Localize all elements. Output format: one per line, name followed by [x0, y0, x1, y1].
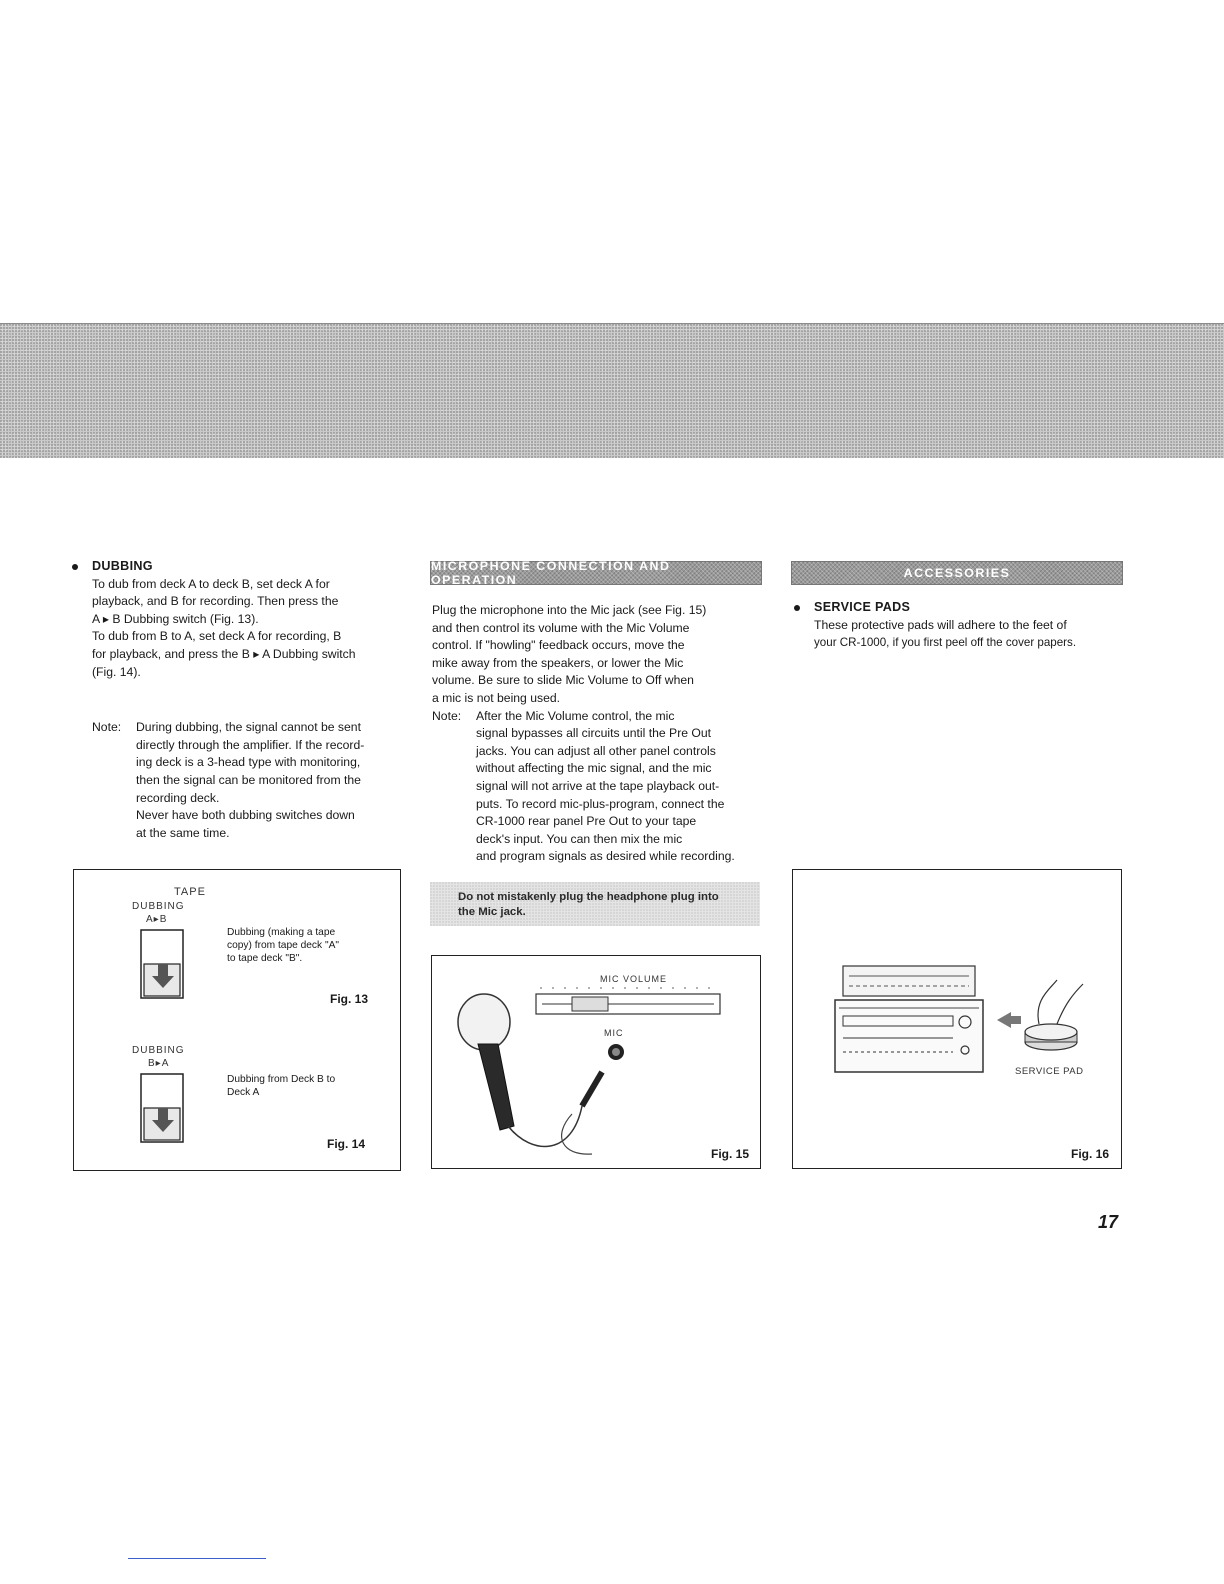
dubbing-label: DUBBING: [132, 901, 185, 912]
mic-volume-label: MIC VOLUME: [600, 974, 668, 984]
service-pad-label: SERVICE PAD: [1015, 1066, 1084, 1077]
dubbing-line: for playback, and press the B ▸ A Dubbing switch: [92, 646, 356, 661]
mic-line: Plug the microphone into the Mic jack (see Fig. 15): [432, 603, 707, 617]
fig-13-caption: Dubbing (making a tape copy) from tape deck "A" to tape deck "B".: [227, 927, 339, 964]
fig-15-label: Fig. 15: [711, 1147, 750, 1161]
note-label: Note:: [432, 708, 462, 723]
dubbing-note: [92, 719, 404, 842]
bullet-icon: [72, 564, 78, 570]
microphone-icon: [452, 986, 702, 1168]
dubbing-switch-b-a-icon: [138, 1072, 188, 1146]
accessories-line: your CR-1000, if you first peel off the cover papers.: [814, 636, 1077, 650]
fig-13-14-box: [73, 869, 401, 1171]
mic-line: and then control its volume with the Mic Volume: [432, 620, 690, 635]
accessories-section-title: ACCESSORIES: [791, 561, 1123, 585]
ba-label: B▸A: [148, 1058, 170, 1069]
note-line: puts. To record mic-plus-program, connect the: [476, 796, 725, 811]
note-line: ing deck is a 3-head type with monitoring,: [136, 755, 361, 770]
dubbing-line: To dub from deck A to deck B, set deck A for: [92, 576, 330, 591]
mic-line: mike away from the speakers, or lower the Mic: [432, 655, 684, 670]
fig-13-label: Fig. 13: [330, 992, 369, 1006]
dubbing-line: (Fig. 14).: [92, 664, 141, 679]
bullet-icon: [794, 605, 800, 611]
fig-15-box: [431, 955, 761, 1169]
receiver-with-pad-icon: [829, 960, 1099, 1080]
mic-line: a mic is not being used.: [432, 690, 561, 705]
note-line: without affecting the mic signal, and the mic: [476, 761, 712, 776]
note-label: Note:: [92, 720, 122, 735]
fig-14-label: Fig. 14: [327, 1137, 366, 1151]
note-line: and program signals as desired while recording.: [476, 849, 735, 864]
ab-label: A▸B: [146, 914, 168, 925]
note-line: CR-1000 rear panel Pre Out to your tape: [476, 814, 697, 829]
dubbing-heading: DUBBING: [92, 558, 404, 576]
fig-16-label: Fig. 16: [1071, 1147, 1110, 1161]
note-line: signal will not arrive at the tape playback out-: [476, 778, 720, 793]
note-line: Never have both dubbing switches down: [136, 808, 355, 823]
note-line: signal bypasses all circuits until the Pre Out: [476, 726, 712, 741]
mic-line: volume. Be sure to slide Mic Volume to Off when: [432, 673, 694, 688]
dubbing-section: [92, 558, 404, 842]
header-banner: [0, 323, 1224, 458]
note-line: then the signal can be monitored from the: [136, 772, 361, 787]
note-line: After the Mic Volume control, the mic: [476, 708, 675, 723]
note-line: recording deck.: [136, 790, 220, 805]
microphone-section-title: MICROPHONE CONNECTION AND OPERATION: [430, 561, 762, 585]
mic-warning: Do not mistakenly plug the headphone plug into the Mic jack.: [430, 882, 760, 926]
dubbing-switch-a-b-icon: [138, 928, 188, 1002]
fig-14-caption: Dubbing from Deck B to Deck A: [227, 1074, 336, 1098]
accessories-section: [814, 599, 1126, 652]
dubbing-line: playback, and B for recording. Then press the: [92, 594, 339, 609]
fig-16-box: [792, 869, 1122, 1169]
note-line: deck's input. You can then mix the mic: [476, 831, 683, 846]
accessories-line: These protective pads will adhere to the feet of: [814, 617, 1067, 632]
mic-note: [432, 708, 764, 866]
dubbing-label: DUBBING: [132, 1045, 185, 1056]
page-number: 17: [1098, 1212, 1119, 1232]
service-pads-heading: SERVICE PADS: [814, 599, 1126, 617]
mic-label: MIC: [604, 1028, 624, 1038]
note-line: During dubbing, the signal cannot be sent: [136, 720, 361, 735]
mic-line: control. If "howling" feedback occurs, move the: [432, 638, 685, 653]
footer-rule: [128, 1558, 266, 1559]
tape-label: TAPE: [174, 886, 206, 898]
microphone-section: [432, 602, 764, 866]
note-line: jacks. You can adjust all other panel controls: [476, 743, 716, 758]
dubbing-line: A ▸ B Dubbing switch (Fig. 13).: [92, 611, 259, 626]
dubbing-line: To dub from B to A, set deck A for recording, B: [92, 629, 342, 644]
note-line: at the same time.: [136, 825, 230, 840]
note-line: directly through the amplifier. If the record-: [136, 737, 365, 752]
